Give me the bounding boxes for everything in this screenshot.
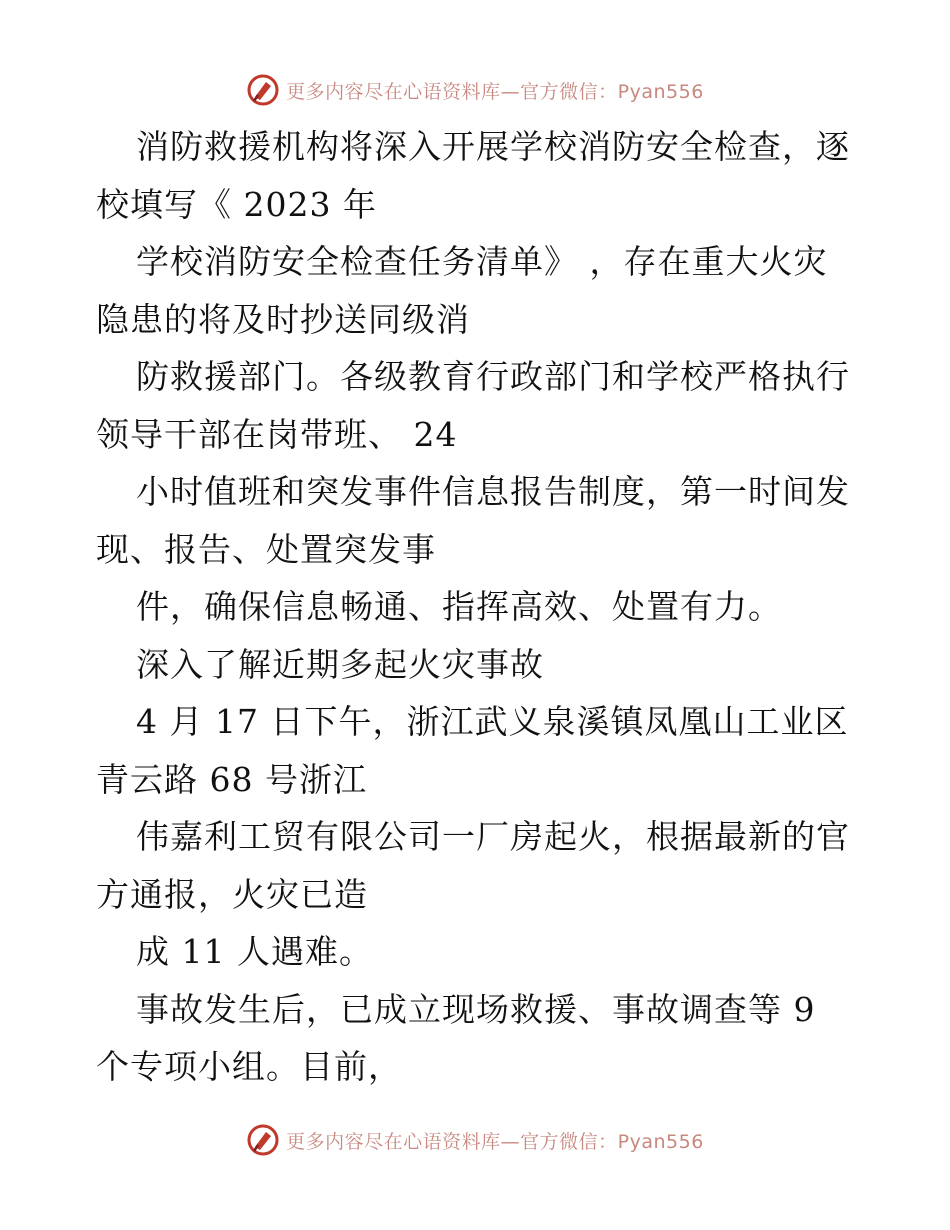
text-line: 伟嘉利工贸有限公司一厂房起火，根据最新的官	[136, 817, 850, 856]
text-line: 件，确保信息畅通、指挥高效、处置有力。	[136, 587, 782, 626]
text-line: 现、报告、处置突发事	[96, 529, 436, 569]
text-line: 小时值班和突发事件信息报告制度，第一时间发	[136, 472, 850, 511]
text-line: 消防救援机构将深入开展学校消防安全检查，逐	[136, 127, 850, 166]
text-line: 校填写《 2023 年	[96, 184, 377, 224]
text-line: 隐患的将及时抄送同级消	[96, 299, 470, 339]
text-line: 领导干部在岗带班、 24	[96, 414, 458, 454]
text-line: 成 11 人遇难。	[136, 932, 373, 971]
text-line: 事故发生后，已成立现场救援、事故调查等 9	[136, 989, 816, 1029]
text-line: 青云路 68 号浙江	[96, 759, 367, 799]
brand-logo-icon	[246, 73, 280, 107]
text-line: 4 月 17 日下午，浙江武义泉溪镇凤凰山工业区	[136, 702, 849, 741]
text-line: 方通报，火灾已造	[96, 874, 368, 914]
text-line: 学校消防安全检查任务清单》 ，存在重大火灾	[136, 242, 828, 281]
footer-banner-text: 更多内容尽在心语资料库—官方微信：Pyan556	[286, 1130, 704, 1153]
footer-banner	[0, 1122, 950, 1158]
header-banner	[0, 72, 950, 108]
text-line: 防救援部门。各级教育行政部门和学校严格执行	[136, 357, 850, 396]
section-heading: 深入了解近期多起火灾事故	[136, 644, 544, 684]
header-banner-text: 更多内容尽在心语资料库—官方微信：Pyan556	[286, 80, 704, 103]
document-body	[96, 118, 866, 1096]
brand-logo-icon	[246, 1123, 280, 1157]
text-line: 个专项小组。目前，	[96, 1047, 402, 1086]
